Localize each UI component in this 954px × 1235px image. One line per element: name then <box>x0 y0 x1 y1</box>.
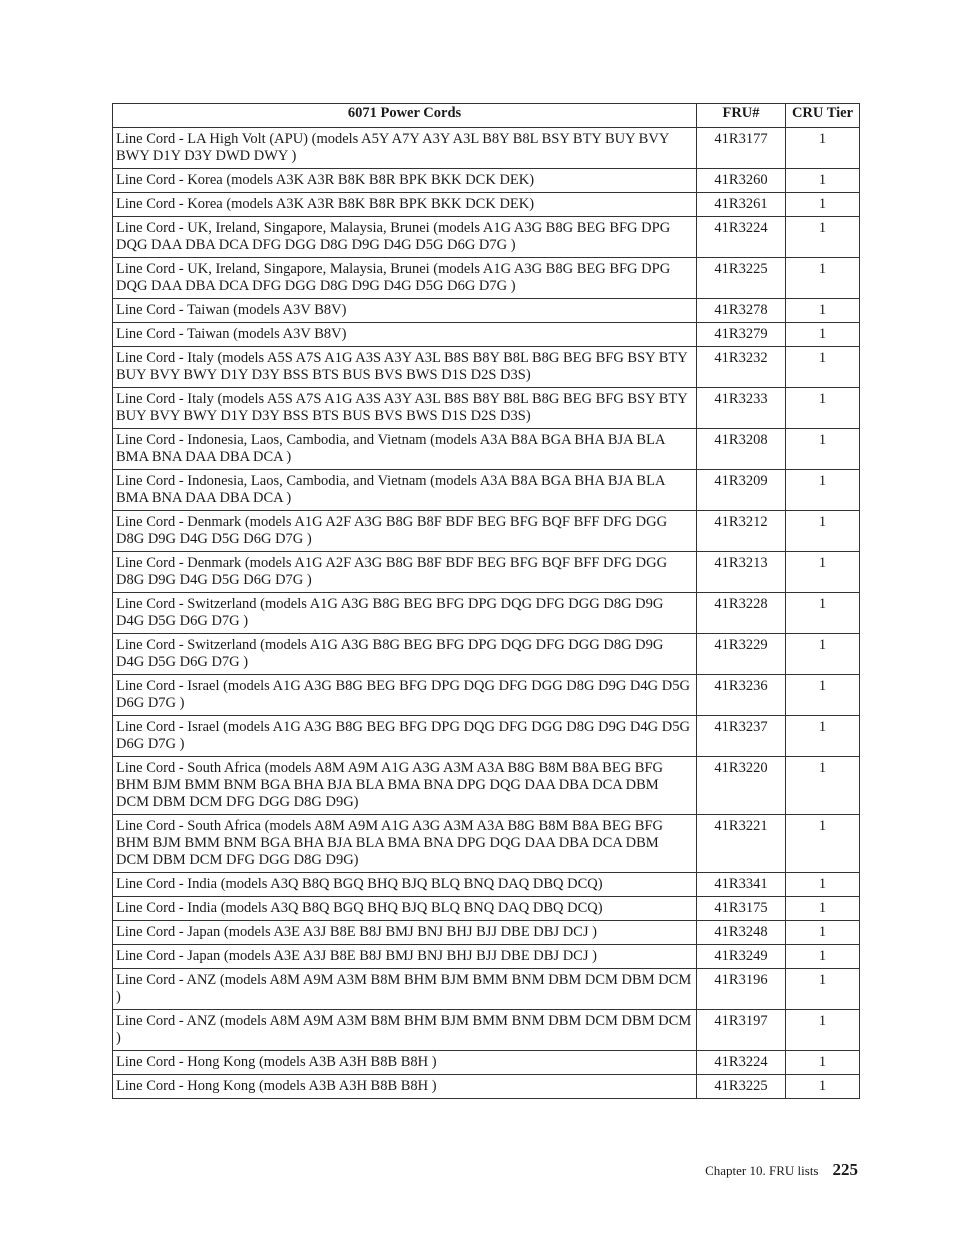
cell-description: Line Cord - ANZ (models A8M A9M A3M B8M BHM BJM BMM BNM DBM DCM DBM DCM ) <box>113 969 697 1010</box>
cell-fru: 41R3197 <box>697 1010 786 1051</box>
cell-cru-tier: 1 <box>786 323 860 347</box>
cell-fru: 41R3212 <box>697 511 786 552</box>
cell-fru: 41R3220 <box>697 757 786 815</box>
table-row <box>113 1075 860 1099</box>
cell-description: Line Cord - Israel (models A1G A3G B8G BEG BFG DPG DQG DFG DGG D8G D9G D4G D5G D6G D7G ) <box>113 716 697 757</box>
header-cru-tier: CRU Tier <box>786 104 860 128</box>
cell-cru-tier: 1 <box>786 921 860 945</box>
cell-fru: 41R3341 <box>697 873 786 897</box>
cell-fru: 41R3225 <box>697 258 786 299</box>
cell-description: Line Cord - UK, Ireland, Singapore, Malaysia, Brunei (models A1G A3G B8G BEG BFG DPG DQG DAA DBA DCA DFG DGG D8G D9G D4G D5G D6G D7G ) <box>113 217 697 258</box>
cell-cru-tier: 1 <box>786 552 860 593</box>
cell-cru-tier: 1 <box>786 299 860 323</box>
cell-cru-tier: 1 <box>786 347 860 388</box>
table-row <box>113 675 860 716</box>
table-row <box>113 193 860 217</box>
table-row <box>113 511 860 552</box>
cell-cru-tier: 1 <box>786 675 860 716</box>
cell-description: Line Cord - Switzerland (models A1G A3G B8G BEG BFG DPG DQG DFG DGG D8G D9G D4G D5G D6G D7G ) <box>113 634 697 675</box>
cell-description: Line Cord - Switzerland (models A1G A3G B8G BEG BFG DPG DQG DFG DGG D8G D9G D4G D5G D6G D7G ) <box>113 593 697 634</box>
cell-cru-tier: 1 <box>786 258 860 299</box>
cell-cru-tier: 1 <box>786 757 860 815</box>
cell-fru: 41R3209 <box>697 470 786 511</box>
cell-cru-tier: 1 <box>786 716 860 757</box>
cell-fru: 41R3175 <box>697 897 786 921</box>
cell-cru-tier: 1 <box>786 815 860 873</box>
cell-description: Line Cord - Taiwan (models A3V B8V) <box>113 323 697 347</box>
table-row <box>113 258 860 299</box>
cell-description: Line Cord - ANZ (models A8M A9M A3M B8M BHM BJM BMM BNM DBM DCM DBM DCM ) <box>113 1010 697 1051</box>
cell-fru: 41R3221 <box>697 815 786 873</box>
cell-fru: 41R3249 <box>697 945 786 969</box>
table-row <box>113 169 860 193</box>
table-row <box>113 897 860 921</box>
cell-fru: 41R3196 <box>697 969 786 1010</box>
table-row <box>113 323 860 347</box>
table-row <box>113 921 860 945</box>
cell-cru-tier: 1 <box>786 470 860 511</box>
cell-fru: 41R3248 <box>697 921 786 945</box>
cell-fru: 41R3177 <box>697 128 786 169</box>
cell-cru-tier: 1 <box>786 193 860 217</box>
table-row <box>113 873 860 897</box>
cell-description: Line Cord - Hong Kong (models A3B A3H B8B B8H ) <box>113 1075 697 1099</box>
cell-cru-tier: 1 <box>786 429 860 470</box>
power-cords-table <box>112 103 860 1099</box>
cell-description: Line Cord - Korea (models A3K A3R B8K B8R BPK BKK DCK DEK) <box>113 169 697 193</box>
page-number: 225 <box>832 1160 858 1179</box>
cell-fru: 41R3208 <box>697 429 786 470</box>
cell-fru: 41R3224 <box>697 1051 786 1075</box>
cell-fru: 41R3229 <box>697 634 786 675</box>
cell-cru-tier: 1 <box>786 217 860 258</box>
cell-description: Line Cord - Denmark (models A1G A2F A3G B8G B8F BDF BEG BFG BQF BFF DFG DGG D8G D9G D4G D5G D6G D7G ) <box>113 511 697 552</box>
table-row <box>113 552 860 593</box>
cell-cru-tier: 1 <box>786 388 860 429</box>
table-row <box>113 945 860 969</box>
cell-description: Line Cord - Japan (models A3E A3J B8E B8J BMJ BNJ BHJ BJJ DBE DBJ DCJ ) <box>113 921 697 945</box>
table-row <box>113 1010 860 1051</box>
cell-description: Line Cord - Hong Kong (models A3B A3H B8B B8H ) <box>113 1051 697 1075</box>
cell-description: Line Cord - India (models A3Q B8Q BGQ BHQ BJQ BLQ BNQ DAQ DBQ DCQ) <box>113 897 697 921</box>
cell-cru-tier: 1 <box>786 873 860 897</box>
cell-description: Line Cord - UK, Ireland, Singapore, Malaysia, Brunei (models A1G A3G B8G BEG BFG DPG DQG DAA DBA DCA DFG DGG D8G D9G D4G D5G D6G D7G ) <box>113 258 697 299</box>
table-row <box>113 716 860 757</box>
table-row <box>113 470 860 511</box>
cell-cru-tier: 1 <box>786 945 860 969</box>
cell-cru-tier: 1 <box>786 1010 860 1051</box>
chapter-label: Chapter 10. FRU lists <box>705 1163 819 1178</box>
table-body <box>113 128 860 1099</box>
cell-description: Line Cord - Italy (models A5S A7S A1G A3S A3Y A3L B8S B8Y B8L B8G BEG BFG BSY BTY BUY BVY BWY D1Y D3Y BSS BTS BUS BVS BWS D1S D2S D3S) <box>113 388 697 429</box>
cell-description: Line Cord - Israel (models A1G A3G B8G BEG BFG DPG DQG DFG DGG D8G D9G D4G D5G D6G D7G ) <box>113 675 697 716</box>
cell-fru: 41R3233 <box>697 388 786 429</box>
table-row <box>113 347 860 388</box>
table-row <box>113 634 860 675</box>
header-description: 6071 Power Cords <box>113 104 697 128</box>
table-row <box>113 388 860 429</box>
cell-fru: 41R3261 <box>697 193 786 217</box>
cell-fru: 41R3279 <box>697 323 786 347</box>
cell-cru-tier: 1 <box>786 128 860 169</box>
cell-cru-tier: 1 <box>786 511 860 552</box>
cell-description: Line Cord - Indonesia, Laos, Cambodia, and Vietnam (models A3A B8A BGA BHA BJA BLA BMA BNA DAA DBA DCA ) <box>113 429 697 470</box>
cell-description: Line Cord - Taiwan (models A3V B8V) <box>113 299 697 323</box>
cell-fru: 41R3225 <box>697 1075 786 1099</box>
cell-fru: 41R3278 <box>697 299 786 323</box>
table-row <box>113 217 860 258</box>
cell-cru-tier: 1 <box>786 969 860 1010</box>
cell-fru: 41R3213 <box>697 552 786 593</box>
cell-cru-tier: 1 <box>786 593 860 634</box>
cell-description: Line Cord - India (models A3Q B8Q BGQ BHQ BJQ BLQ BNQ DAQ DBQ DCQ) <box>113 873 697 897</box>
cell-fru: 41R3260 <box>697 169 786 193</box>
cell-fru: 41R3236 <box>697 675 786 716</box>
cell-description: Line Cord - Indonesia, Laos, Cambodia, and Vietnam (models A3A B8A BGA BHA BJA BLA BMA BNA DAA DBA DCA ) <box>113 470 697 511</box>
cell-fru: 41R3237 <box>697 716 786 757</box>
cell-description: Line Cord - Denmark (models A1G A2F A3G B8G B8F BDF BEG BFG BQF BFF DFG DGG D8G D9G D4G D5G D6G D7G ) <box>113 552 697 593</box>
cell-description: Line Cord - Italy (models A5S A7S A1G A3S A3Y A3L B8S B8Y B8L B8G BEG BFG BSY BTY BUY BVY BWY D1Y D3Y BSS BTS BUS BVS BWS D1S D2S D3S) <box>113 347 697 388</box>
cell-cru-tier: 1 <box>786 1075 860 1099</box>
cell-description: Line Cord - LA High Volt (APU) (models A5Y A7Y A3Y A3L B8Y B8L BSY BTY BUY BVY BWY D1Y D3Y DWD DWY ) <box>113 128 697 169</box>
table-row <box>113 299 860 323</box>
cell-cru-tier: 1 <box>786 634 860 675</box>
cell-description: Line Cord - Japan (models A3E A3J B8E B8J BMJ BNJ BHJ BJJ DBE DBJ DCJ ) <box>113 945 697 969</box>
table-header-row <box>113 104 860 128</box>
table-row <box>113 429 860 470</box>
table-row <box>113 815 860 873</box>
cell-fru: 41R3228 <box>697 593 786 634</box>
cell-description: Line Cord - South Africa (models A8M A9M A1G A3G A3M A3A B8G B8M B8A BEG BFG BHM BJM BMM BNM BGA BHA BJA BLA BMA BNA DPG DQG DAA DBA DCA DBM DCM DBM DCM DFG DGG D8G D9G) <box>113 757 697 815</box>
page-footer <box>705 1160 858 1180</box>
cell-cru-tier: 1 <box>786 897 860 921</box>
cell-cru-tier: 1 <box>786 1051 860 1075</box>
header-fru: FRU# <box>697 104 786 128</box>
cell-description: Line Cord - Korea (models A3K A3R B8K B8R BPK BKK DCK DEK) <box>113 193 697 217</box>
cell-fru: 41R3232 <box>697 347 786 388</box>
table-row <box>113 757 860 815</box>
cell-fru: 41R3224 <box>697 217 786 258</box>
table-row <box>113 1051 860 1075</box>
table-row <box>113 593 860 634</box>
table-row <box>113 969 860 1010</box>
cell-description: Line Cord - South Africa (models A8M A9M A1G A3G A3M A3A B8G B8M B8A BEG BFG BHM BJM BMM BNM BGA BHA BJA BLA BMA BNA DPG DQG DAA DBA DCA DBM DCM DBM DCM DFG DGG D8G D9G) <box>113 815 697 873</box>
cell-cru-tier: 1 <box>786 169 860 193</box>
table-row <box>113 128 860 169</box>
